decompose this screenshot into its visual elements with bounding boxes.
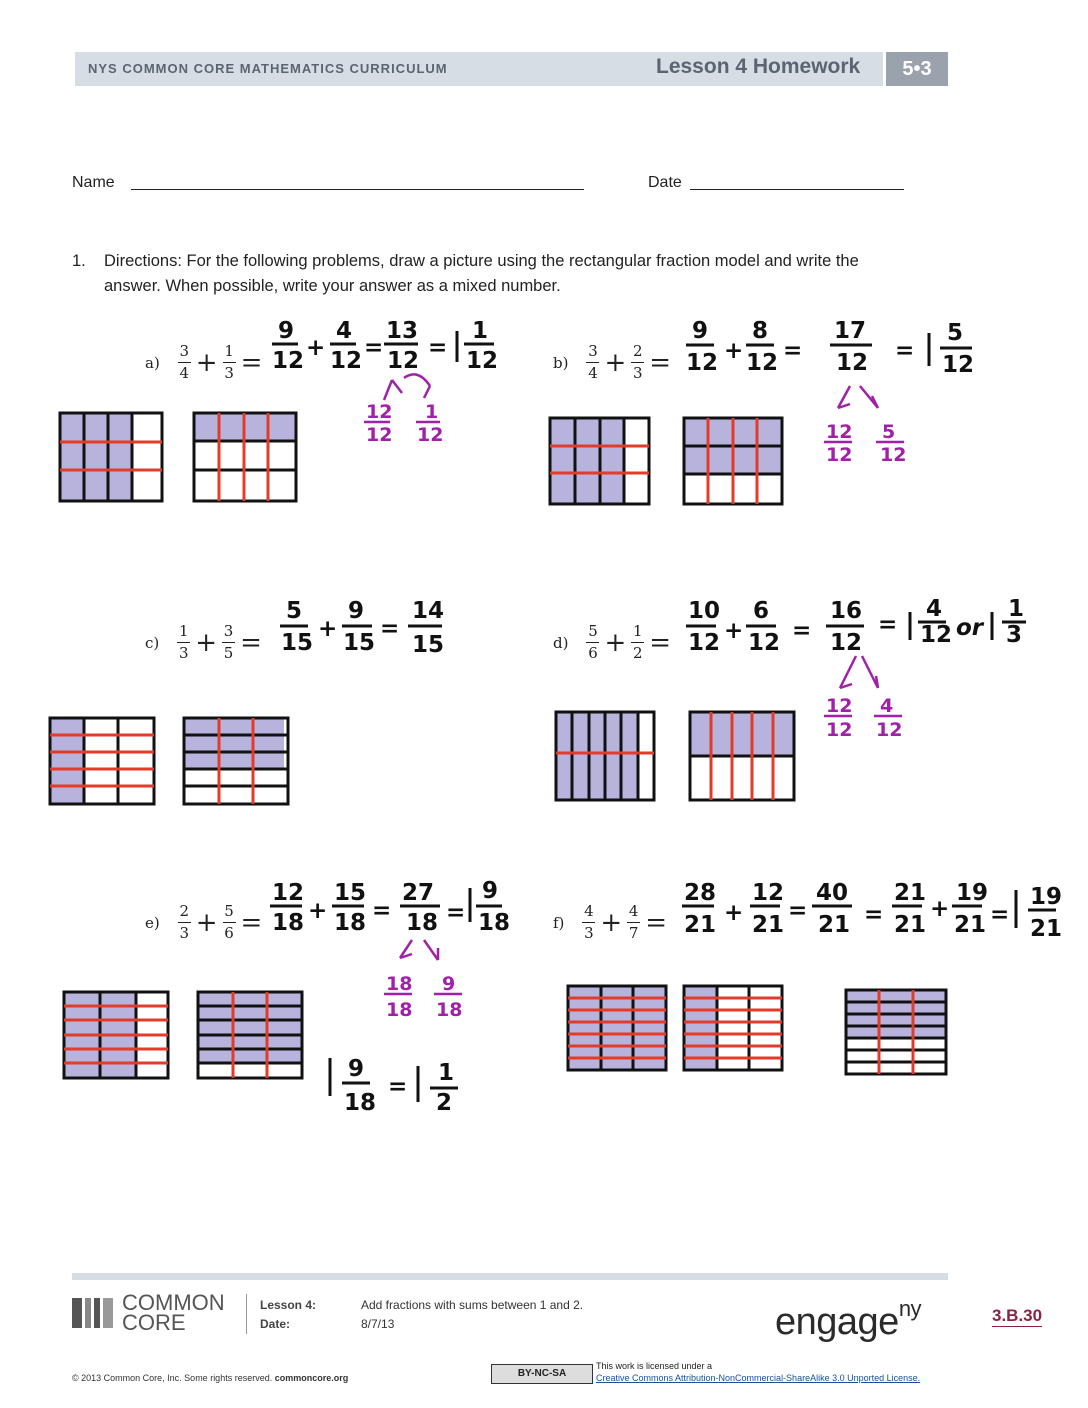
svg-text:18: 18 [344,1090,377,1116]
svg-text:1: 1 [438,1060,455,1086]
model-f3 [846,990,946,1074]
svg-text:19: 19 [1030,884,1063,910]
svg-text:21: 21 [752,912,785,938]
svg-text:3: 3 [1006,622,1023,648]
svg-text:+: + [306,335,326,361]
svg-text:21: 21 [894,912,927,938]
svg-text:9: 9 [348,1056,365,1082]
svg-text:12: 12 [686,350,719,376]
svg-text:1: 1 [425,401,439,423]
svg-text:18: 18 [272,910,305,936]
problem-d: d) $\frac{5}{6}$ + $\frac{1}{2}$ = [553,622,672,662]
fraction: $\frac{1}{3}$ [224,342,234,382]
svg-text:4: 4 [336,318,353,344]
svg-text:+: + [318,616,338,642]
svg-text:12: 12 [830,630,863,656]
license-link[interactable]: Creative Commons Attribution-NonCommercial-ShareAlike 3.0 Unported License. [596,1373,921,1383]
problem-e: e) $\frac{2}{3}$ + $\frac{5}{6}$ = [145,902,263,942]
model-a1 [60,413,162,501]
svg-text:18: 18 [406,910,439,936]
fraction: $\frac{3}{5}$ [223,622,234,662]
model-d1 [556,712,654,800]
svg-text:21: 21 [894,880,927,906]
license-text: This work is licensed under a Creative Commons Attribution-NonCommercial-ShareAlike 3.0 Unported License. [596,1361,921,1383]
svg-text:=: = [864,902,884,928]
model-f2 [684,986,782,1070]
svg-text:=: = [895,338,915,364]
svg-text:10: 10 [688,598,721,624]
svg-text:12: 12 [466,348,499,374]
svg-text:18: 18 [386,999,413,1021]
name-label: Name [72,174,115,191]
svg-text:5: 5 [286,598,303,624]
engageny-logo: engage$^{ny}$ [775,1296,922,1343]
svg-text:=: = [364,335,384,361]
curriculum-title: NYS COMMON CORE MATHEMATICS CURRICULUM [88,61,448,76]
svg-text:=: = [792,618,812,644]
svg-text:+: + [724,338,744,364]
fraction: $\frac{4}{7}$ [628,902,639,942]
svg-text:18: 18 [334,910,367,936]
fraction: $\frac{2}{3}$ [632,342,643,382]
fraction: $\frac{1}{2}$ [632,622,643,662]
svg-text:5: 5 [947,320,964,346]
model-e2 [198,992,302,1078]
svg-text:12: 12 [826,695,853,717]
footer-lesson-value: Add fractions with sums between 1 and 2. [361,1298,584,1312]
footer-date-label: Date: [260,1317,291,1331]
svg-text:12: 12 [876,719,903,741]
fraction: $\frac{1}{3}$ [178,622,189,662]
svg-text:28: 28 [684,880,717,906]
svg-text:12: 12 [880,444,907,466]
directions-line-2: answer. When possible, write your answer as a mixed number. [104,277,561,295]
problem-label: d) [553,633,569,652]
fraction: $\frac{3}{4}$ [179,342,190,382]
svg-text:15: 15 [334,880,367,906]
svg-text:8: 8 [752,318,769,344]
svg-text:12: 12 [826,719,853,741]
fraction: $\frac{4}{3}$ [584,902,594,942]
problem-f: f) $\frac{4}{3}$ + $\frac{4}{7}$ = [553,902,667,942]
svg-text:12: 12 [942,352,975,378]
footer-divider [246,1294,247,1334]
model-c2 [184,718,288,804]
svg-text:12: 12 [826,421,853,443]
footer-lesson-label: Lesson 4: [260,1298,317,1312]
problem-label: e) [145,913,160,932]
svg-text:21: 21 [954,912,987,938]
svg-text:18: 18 [436,999,463,1021]
svg-text:13: 13 [386,318,419,344]
date-label: Date [648,174,682,191]
lesson-title: Lesson 4 Homework [656,55,861,78]
svg-text:6: 6 [753,598,770,624]
problem-a: a) $\frac{3}{4}$ + $\frac{1}{3}$ = [145,342,263,382]
work-a [272,318,498,446]
svg-text:5: 5 [882,421,896,443]
svg-text:or: or [956,615,984,641]
svg-text:16: 16 [830,598,863,624]
svg-text:12: 12 [272,880,305,906]
problem-c: c) $\frac{1}{3}$ + $\frac{3}{5}$ = [145,622,262,662]
fraction: $\frac{3}{4}$ [588,342,598,382]
svg-text:27: 27 [402,880,435,906]
svg-text:+: + [308,898,328,924]
svg-text:9: 9 [442,973,456,995]
fraction: $\frac{5}{6}$ [224,902,234,942]
footer-rule [72,1273,948,1280]
problem-label: b) [553,353,569,372]
question-number: 1. [72,252,86,270]
model-b2 [684,418,782,504]
svg-text:9: 9 [278,318,295,344]
model-c1 [50,718,154,804]
svg-text:=: = [788,898,808,924]
problem-label: c) [145,633,160,652]
footer-date-value: 8/7/13 [361,1317,395,1331]
svg-text:9: 9 [348,598,365,624]
model-b1 [550,418,649,504]
svg-text:=: = [878,612,898,638]
svg-text:19: 19 [956,880,989,906]
problem-b: b) $\frac{3}{4}$ + $\frac{2}{3}$ = [553,342,672,382]
svg-text:=: = [783,338,803,364]
svg-text:9: 9 [482,878,499,904]
module-badge: 5•3 [886,52,948,86]
svg-text:12: 12 [272,348,305,374]
svg-text:2: 2 [436,1090,453,1116]
svg-text:+: + [930,896,950,922]
svg-text:15: 15 [412,632,445,658]
svg-text:=: = [446,900,466,926]
page-number: 3.B.30 [992,1306,1043,1325]
svg-text:1: 1 [1008,596,1025,622]
svg-text:4: 4 [926,596,943,622]
svg-text:=: = [388,1074,408,1100]
model-d2 [690,712,794,800]
common-core-logo-text: COMMON CORE [122,1290,225,1335]
fraction: $\frac{2}{3}$ [179,902,189,942]
svg-text:4: 4 [880,695,894,717]
svg-text:15: 15 [343,630,376,656]
copyright: © 2013 Common Core, Inc. Some rights reserved. commoncore.org [72,1373,349,1383]
problem-label: f) [553,913,565,932]
svg-text:12: 12 [752,880,785,906]
svg-text:=: = [990,902,1010,928]
svg-text:12: 12 [826,444,853,466]
svg-text:14: 14 [412,598,445,624]
svg-text:15: 15 [281,630,314,656]
model-a2 [194,413,296,501]
svg-text:12: 12 [387,348,420,374]
work-c [280,598,444,658]
svg-text:12: 12 [746,350,779,376]
svg-text:=: = [428,335,448,361]
svg-text:21: 21 [684,912,717,938]
svg-text:12: 12 [920,622,953,648]
svg-text:12: 12 [366,401,393,423]
svg-text:21: 21 [818,912,851,938]
svg-text:12: 12 [836,350,869,376]
svg-text:9: 9 [692,318,709,344]
svg-text:12: 12 [366,424,393,446]
cc-license-badge: BY-NC-SA [491,1364,593,1384]
svg-text:18: 18 [386,973,413,995]
svg-text:21: 21 [1030,916,1063,942]
work-f [682,880,1062,942]
svg-text:+: + [724,618,744,644]
svg-text:1: 1 [472,318,489,344]
svg-text:12: 12 [330,348,363,374]
svg-text:18: 18 [478,910,511,936]
svg-text:=: = [372,898,392,924]
fraction: $\frac{5}{6}$ [588,622,598,662]
model-f1 [568,986,666,1070]
problem-label: a) [145,353,160,372]
svg-text:12: 12 [417,424,444,446]
common-core-logo-icon [72,1296,116,1330]
svg-text:17: 17 [834,318,867,344]
svg-text:40: 40 [816,880,849,906]
work-e [270,878,510,1116]
model-e1 [64,992,168,1078]
svg-text:+: + [724,900,744,926]
svg-text:12: 12 [748,630,781,656]
directions-line-1: Directions: For the following problems, draw a picture using the rectangular fraction model and write the [104,252,859,270]
svg-text:=: = [380,616,400,642]
svg-text:12: 12 [688,630,721,656]
